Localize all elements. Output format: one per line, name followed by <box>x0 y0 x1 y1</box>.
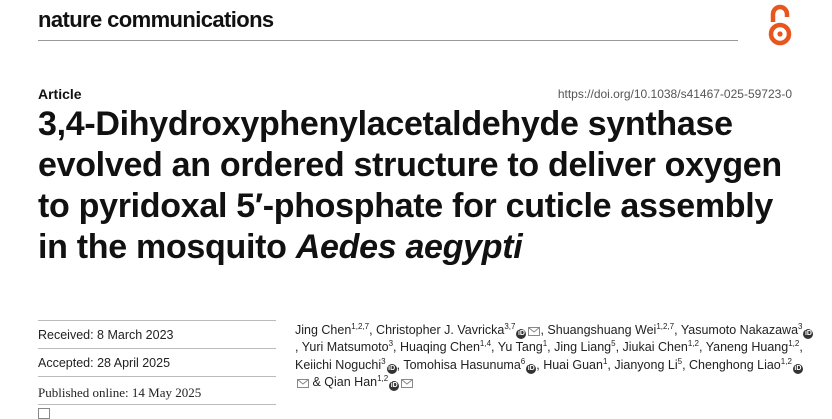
author-name[interactable]: Jianyong Li <box>614 357 678 372</box>
author-separator: , <box>491 340 498 355</box>
email-icon[interactable] <box>528 327 540 336</box>
meta-divider <box>38 376 276 377</box>
author-name[interactable]: Keiichi Noguchi <box>295 357 382 372</box>
author-affiliation[interactable]: 1 <box>602 356 608 366</box>
author-separator: , <box>536 357 544 372</box>
supplementary-icon[interactable] <box>38 408 50 419</box>
author-name[interactable]: Yaneng Huang <box>705 340 789 355</box>
author-name[interactable]: Christopher J. Vavricka <box>376 323 505 337</box>
author-name[interactable]: Huaqing Chen <box>399 340 480 355</box>
article-title <box>38 104 808 268</box>
author-separator: , <box>540 323 548 337</box>
author-name[interactable]: Chenghong Liao <box>689 357 781 372</box>
author-separator: , <box>682 357 690 372</box>
author-affiliation[interactable]: 3,7 <box>504 322 516 331</box>
author-affiliation[interactable]: 1,2 <box>780 356 792 366</box>
journal-header <box>0 0 832 52</box>
author-separator: , <box>607 357 615 372</box>
author-name[interactable]: Yuri Matsumoto <box>301 340 389 355</box>
author-name[interactable]: Qian Han <box>324 375 378 390</box>
title-species: Aedes aegypti <box>295 228 523 266</box>
orcid-icon[interactable]: iD <box>527 364 535 372</box>
author-separator: & <box>309 375 325 390</box>
author-affiliation[interactable]: 3 <box>381 356 386 366</box>
author-affiliation[interactable]: 1,2,7 <box>656 322 675 331</box>
author-separator: , <box>393 340 400 355</box>
author-affiliation[interactable]: 3 <box>798 322 803 331</box>
header-rule <box>38 40 738 41</box>
author-affiliation[interactable]: 1,2,7 <box>351 322 370 331</box>
author-affiliation[interactable]: 1,4 <box>479 339 492 349</box>
author-separator: , <box>698 340 706 355</box>
orcid-icon[interactable]: iD <box>388 364 396 372</box>
email-icon[interactable] <box>401 379 413 388</box>
author-separator: , <box>674 323 681 337</box>
author-separator: , <box>615 340 623 355</box>
author-name[interactable]: Yasumoto Nakazawa <box>680 323 799 337</box>
orcid-icon[interactable]: iD <box>794 364 802 372</box>
author-separator: , <box>369 323 377 337</box>
author-name[interactable]: Huai Guan <box>543 357 603 372</box>
author-affiliation[interactable]: 6 <box>520 356 526 366</box>
orcid-icon[interactable]: iD <box>517 330 525 337</box>
doi-link[interactable]: https://doi.org/10.1038/s41467-025-59723-0 <box>557 87 792 101</box>
author-name[interactable]: Shuangshuang Wei <box>547 323 657 337</box>
author-affiliation[interactable]: 5 <box>611 339 616 349</box>
article-type: Article <box>38 86 82 102</box>
email-icon[interactable] <box>297 379 309 388</box>
author-affiliation[interactable]: 1,2 <box>377 374 389 384</box>
open-access-icon[interactable] <box>766 2 794 46</box>
author-affiliation[interactable]: 1,2 <box>687 339 699 349</box>
author-name[interactable]: Jiukai Chen <box>622 340 688 355</box>
title-main: 3,4-Dihydroxyphenylacetaldehyde synthase evolved an ordered structure to deliver oxygen to pyridoxal 5′-phosphate for cuticle assembly in the mosquito <box>38 105 782 266</box>
journal-name[interactable]: nature communications <box>38 7 274 32</box>
author-separator: , <box>547 340 555 355</box>
author-name[interactable]: Jing Chen <box>295 323 352 337</box>
author-separator: , <box>396 357 404 372</box>
orcid-icon[interactable]: iD <box>804 330 812 337</box>
author-affiliation[interactable]: 5 <box>677 356 683 366</box>
author-name[interactable]: Jing Liang <box>554 340 612 355</box>
received-date: Received: 8 March 2023 <box>38 328 174 342</box>
meta-divider <box>38 404 276 405</box>
author-affiliation[interactable]: 1 <box>542 339 548 349</box>
author-separator: , <box>799 340 803 355</box>
author-name[interactable]: Tomohisa Hasunuma <box>403 357 521 372</box>
meta-divider <box>38 348 276 349</box>
author-name[interactable]: Yu Tang <box>497 340 543 355</box>
orcid-icon[interactable]: iD <box>390 382 398 390</box>
author-affiliation[interactable]: 3 <box>388 339 394 349</box>
meta-divider <box>38 320 276 321</box>
author-separator: , <box>295 340 302 355</box>
author-list <box>295 322 815 392</box>
author-affiliation[interactable]: 1,2 <box>788 339 800 349</box>
published-date: Published online: 14 May 2025 <box>38 385 202 400</box>
accepted-date: Accepted: 28 April 2025 <box>38 356 171 370</box>
